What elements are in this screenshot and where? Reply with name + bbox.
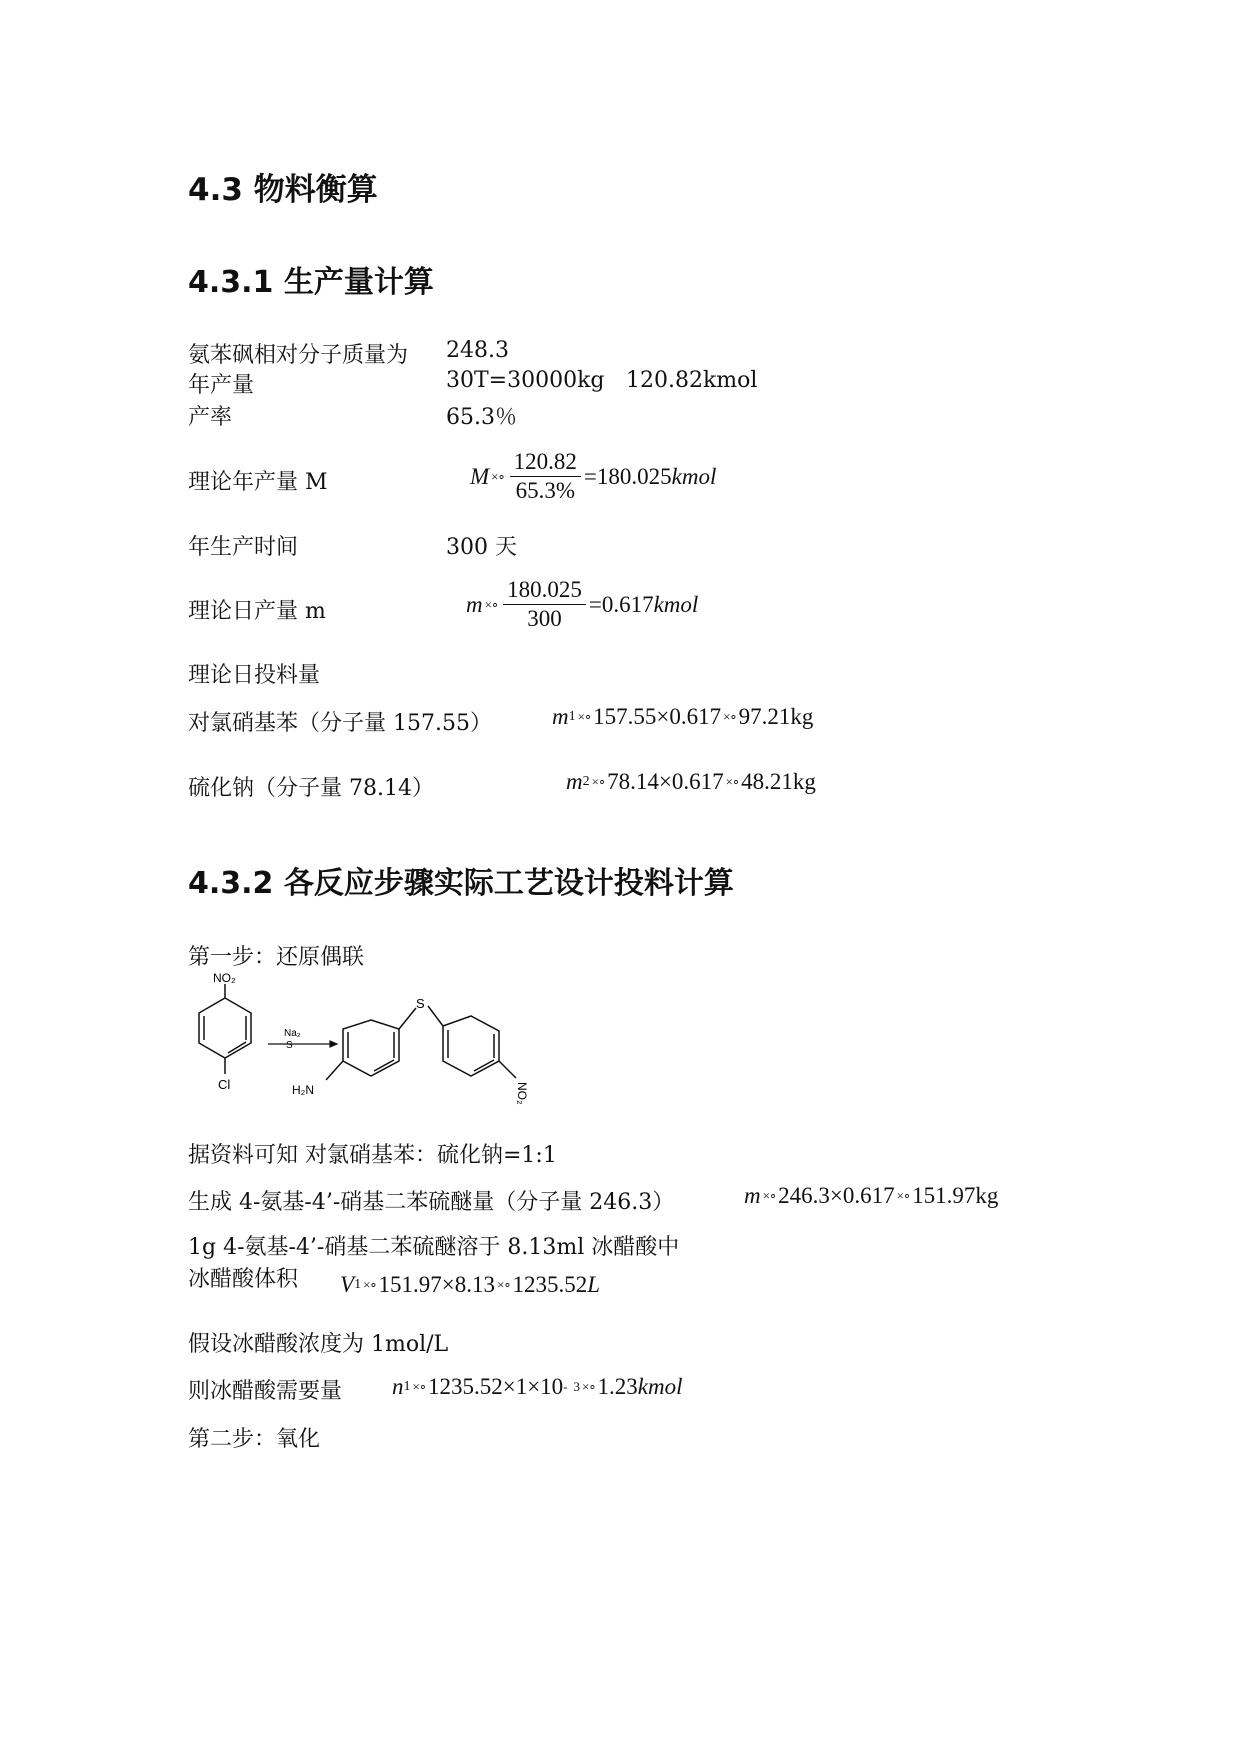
feed2-equation [566, 769, 816, 795]
eq-garbled-sign: ×∘ [591, 774, 606, 789]
subsection-heading-2: 4.3.2 各反应步骤实际工艺设计投料计算 [188, 866, 734, 901]
annual-label: 年产量 [188, 373, 255, 398]
product-left-ring [326, 1008, 416, 1080]
need-equation [392, 1374, 682, 1400]
reactant-chloro-label: Cl [218, 1077, 231, 1092]
dissolve-text: 1g 4-氨基-4’-硝基二苯硫醚溶于 8.13ml 冰醋酸中 [188, 1235, 680, 1260]
eq-exponent: 3 [573, 1379, 581, 1394]
eq-result: 151.97kg [912, 1183, 999, 1208]
mw-value: 248.3 [446, 338, 509, 363]
product-equation [744, 1183, 998, 1209]
eq-var: m [566, 769, 583, 794]
eq-exponent-minus: - [563, 1379, 568, 1394]
theory-annual-equation [470, 448, 716, 505]
days-value: 300 天 [446, 535, 517, 560]
eq-expression: 151.97×8.13 [378, 1272, 496, 1297]
eq-subscript: 1 [568, 709, 576, 724]
eq-expression: 78.14×0.617 [607, 769, 724, 794]
fraction-denominator: 65.3% [515, 478, 575, 503]
feed1-label: 对氯硝基苯（分子量 157.55） [188, 711, 492, 736]
eq-garbled-sign: ×∘ [412, 1379, 426, 1394]
eq-garbled-sign: ×∘ [491, 468, 505, 484]
step2-label: 第二步：氧化 [188, 1427, 321, 1452]
theory-daily-equation [466, 576, 698, 633]
reactant-nitro-label: NO₂ [213, 971, 236, 985]
eq-result: 1.23 [597, 1374, 638, 1399]
annual-value: 30T=30000kg [446, 368, 605, 393]
eq-expression: 157.55×0.617 [593, 704, 722, 729]
reaction-scheme [180, 968, 600, 1128]
ratio-text: 据资料可知 对氯硝基苯：硫化钠=1:1 [188, 1143, 557, 1168]
eq-result: 48.21kg [741, 769, 816, 794]
theory-daily-label: 理论日产量 m [188, 599, 326, 624]
yield-value: 65.3％ [446, 405, 517, 430]
step1-label: 第一步：还原偶联 [188, 945, 365, 970]
conc-text: 假设冰醋酸浓度为 1mol/L [188, 1332, 449, 1357]
eq-garbled-sign: ×∘ [723, 709, 737, 724]
reagent-bottom-label: S [286, 1040, 293, 1051]
section-heading: 4.3 物料衡算 [188, 172, 378, 208]
eq-garbled-sign: ×∘ [484, 596, 499, 612]
daily-feed-label: 理论日投料量 [188, 663, 321, 688]
eq-var: m [552, 704, 569, 729]
eq-garbled-sign: ×∘ [497, 1277, 511, 1292]
feed1-equation [552, 704, 813, 730]
eq-result: 97.21kg [738, 704, 814, 729]
subsection-heading-1: 4.3.1 生产量计算 [188, 265, 434, 300]
fraction [503, 576, 586, 633]
eq-result: =0.617 [588, 591, 654, 617]
volume-equation [340, 1272, 600, 1298]
eq-expression: 246.3×0.617 [778, 1183, 895, 1208]
eq-unit: kmol [671, 463, 717, 489]
days-label: 年生产时间 [188, 535, 299, 560]
eq-result: =180.025 [583, 463, 672, 489]
eq-var: m [466, 591, 483, 617]
volume-label: 冰醋酸体积 [188, 1267, 299, 1292]
annual-kmol: 120.82kmol [626, 368, 758, 393]
theory-annual-label: 理论年产量 M [188, 470, 328, 495]
eq-garbled-sign: ×∘ [577, 709, 592, 724]
feed2-label: 硫化钠（分子量 78.14） [188, 776, 434, 801]
eq-var: m [744, 1183, 761, 1208]
eq-expression: 1235.52×1×10 [427, 1374, 564, 1399]
yield-label: 产率 [188, 405, 233, 430]
eq-var: n [392, 1374, 404, 1399]
eq-subscript: 1 [403, 1379, 411, 1394]
eq-garbled-sign: ×∘ [363, 1277, 377, 1292]
mw-label: 氨苯砜相对分子质量为 [188, 343, 409, 368]
fraction-numerator: 120.82 [510, 448, 581, 477]
fraction-denominator: 300 [527, 606, 562, 631]
reaction-arrow [268, 1041, 337, 1047]
eq-unit: kmol [637, 1374, 683, 1399]
product-sulfur-label: S [416, 996, 425, 1011]
eq-unit: kmol [653, 591, 699, 617]
product-nitro-label: NO₂ [515, 1082, 529, 1105]
reactant-benzene-ring [199, 984, 251, 1074]
product-amine-label: H₂N [292, 1083, 314, 1097]
need-label: 则冰醋酸需要量 [188, 1379, 343, 1404]
eq-subscript: 2 [582, 774, 590, 789]
eq-garbled-sign: ×∘ [896, 1188, 911, 1203]
reagent-top-label: Na₂ [284, 1028, 301, 1039]
eq-unit: L [587, 1272, 601, 1297]
product-right-ring [428, 1006, 516, 1078]
eq-subscript: 1 [354, 1277, 362, 1292]
eq-garbled-sign: ×∘ [725, 774, 740, 789]
eq-var: M [470, 463, 490, 489]
fraction-numerator: 180.025 [503, 576, 586, 605]
eq-garbled-sign: ×∘ [762, 1188, 777, 1203]
eq-garbled-sign: ×∘ [582, 1379, 596, 1394]
eq-var: V [340, 1272, 355, 1297]
product-label: 生成 4-氨基-4’-硝基二苯硫醚量（分子量 246.3） [188, 1190, 675, 1215]
fraction [510, 448, 581, 505]
eq-result: 1235.52 [512, 1272, 588, 1297]
